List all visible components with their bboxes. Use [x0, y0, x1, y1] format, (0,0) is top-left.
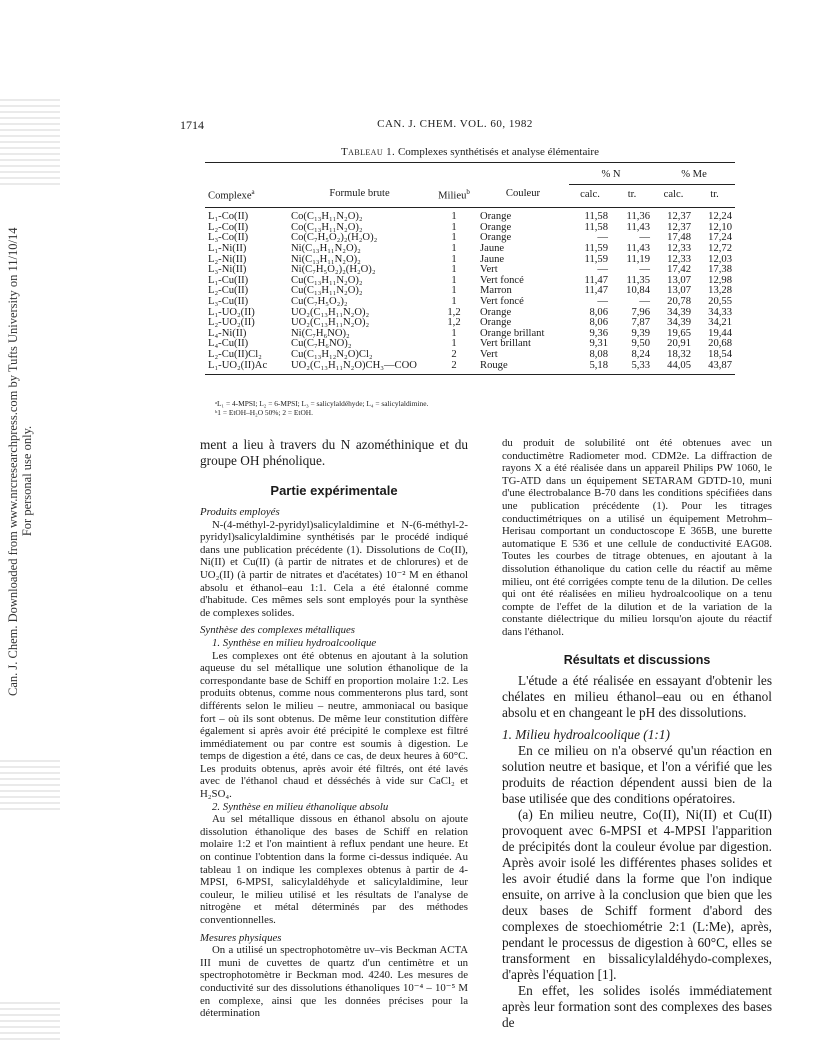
- subheading-produits: Produits employés: [200, 506, 280, 518]
- paragraph-synthese-1: Les complexes ont été obtenus en ajoutant à la solution aqueuse du sel métallique une solution éthanolique de la correspondante base de Schiff en proportion molaire 1:2. Les produits obtenus, comme nous commenterons plus tard, sont différents selon le milieu – neutre, ammoniacal ou basique fort – où ils sont obtenus. De même leur constitution diffère également si après avoir été précipité le complexe est filtré immédiatement ou par contre est soumis à digestion. Le temps de digestion a été, dans ce cas, de deux heures à 60°C. Les produits obtenus, après avoir été filtrés, ont été lavés avec de l'éthanol chaud et désséchés à vide sur CaCl₂ et H₂SO₄.: [200, 649, 468, 801]
- cell-couleur: Vert: [480, 348, 498, 360]
- cell-complexe: L₁-Co(II): [208, 211, 249, 223]
- cell-couleur: Orange: [480, 317, 512, 329]
- cell-me-calc: 34,39: [667, 317, 691, 329]
- cell-formule: UO₂(C₁₃H₁₁N₂O)₂: [291, 306, 370, 318]
- cell-couleur: Vert brillant: [480, 338, 531, 350]
- cell-couleur: Vert: [480, 264, 498, 276]
- cell-milieu: 1: [451, 211, 457, 223]
- right-column: [502, 437, 772, 1031]
- cell-formule: Co(C₁₃H₁₁N₂O)₂: [291, 221, 363, 233]
- cell-couleur: Jaune: [480, 243, 505, 254]
- cell-me-tr: 20,68: [708, 338, 732, 350]
- subheading-synthese-1: 1. Synthèse en milieu hydroalcoolique: [212, 636, 377, 649]
- table-row: [205, 233, 735, 244]
- cell-me-calc: 13,07: [667, 274, 691, 286]
- cell-me-tr: 13,28: [708, 285, 732, 297]
- cell-n-calc: —: [597, 232, 608, 244]
- cell-couleur: Marron: [480, 285, 512, 297]
- cell-n-calc: 11,59: [584, 253, 608, 265]
- scan-artifact: [0, 95, 60, 185]
- col-header-milieu: Milieu$^b$: [438, 188, 470, 202]
- page-number: 1714: [180, 118, 204, 132]
- cell-me-tr: 18,54: [708, 348, 732, 360]
- cell-milieu: 1: [451, 243, 457, 254]
- cell-me-calc: 12,37: [667, 211, 691, 223]
- cell-milieu: 1: [451, 264, 457, 276]
- cell-couleur: Orange: [480, 221, 512, 233]
- table-row: [205, 265, 735, 276]
- cell-milieu: 1: [451, 274, 457, 286]
- cell-complexe: L₃-Ni(II): [208, 264, 247, 276]
- cell-couleur: Orange: [480, 211, 512, 223]
- journal-citation: CAN. J. CHEM. VOL. 60, 1982: [377, 118, 533, 130]
- cell-me-calc: 12,33: [667, 253, 691, 265]
- table-row: [205, 276, 735, 287]
- cell-n-calc: 5,18: [589, 359, 608, 371]
- footnote-a: ᵃL₁ = 4-MPSI; L₂ = 6-MPSI; L₃ = salicylaldéhyde; L₄ = salicylaldimine.: [215, 399, 429, 408]
- table-row: [205, 318, 735, 329]
- cell-n-tr: 5,33: [631, 359, 650, 371]
- cell-formule: Cu(C₇H₅O₂)₂: [291, 295, 348, 307]
- download-notice: [6, 227, 34, 696]
- cell-n-tr: 9,39: [631, 327, 650, 339]
- table-row: [205, 223, 735, 234]
- cell-complexe: L₁-Cu(II): [208, 274, 249, 286]
- paragraph-mesures-continued: du produit de solubilité ont été obtenues avec un conductimètre Radiometer mod. CDM2e. La diffraction de rayons X a été réalisée dans un appareil Philips PW 1060, le TG-ATD dans un équipement SETARAM GDTD-10, muni d'une électrobalance B-70 dans les conditions spécifiées dans une publication précédente (1). Pour les titrages conductimétriques on a utilisé un équipement Metrohm–Herisau comportant un conductoscope E 365B, une burette automatique E 536 et une cellule de conductivité EAG08. Toutes les courbes de titrage obtenues, en ajoutant à la dissolution éthanolique du cation celle du réactif au même milieu, ont été corrigées compte tenu de la dilution. De celles qui ont été réalisées en milieu hydroalcoolique on a tenu compte de l'effet de la dilution et de la variation de la constante diélectrique du milieu lorsqu'on ajoute du réactif dans l'éthanol.: [502, 437, 772, 638]
- cell-me-tr: 12,24: [708, 211, 732, 223]
- cell-me-tr: 12,03: [708, 253, 732, 265]
- paragraph-hydro-3: En effet, les solides isolés immédiatement après leur formation sont des complexes des bases de: [502, 982, 772, 1030]
- cell-n-calc: 11,59: [584, 243, 608, 254]
- cell-n-tr: —: [639, 232, 650, 244]
- cell-formule: Co(C₇H₅O₂)₂(H₂O)₂: [291, 232, 378, 244]
- cell-complexe: L₂-UO₂(II): [208, 317, 255, 329]
- cell-couleur: Vert foncé: [480, 295, 524, 307]
- cell-n-tr: 11,19: [626, 253, 650, 265]
- cell-formule: Ni(C₁₃H₁₁N₂O)₂: [291, 243, 361, 254]
- cell-complexe: L₁-UO₂(II)Ac: [208, 359, 268, 371]
- subheading-mesures: Mesures physiques: [200, 931, 282, 944]
- group-header-n: % N: [569, 163, 653, 185]
- cell-complexe: L₄-Cu(II): [208, 338, 249, 350]
- cell-formule: Cu(C₁₃H₁₁N₂O)₂: [291, 274, 363, 286]
- download-notice-line2: For personal use only.: [20, 425, 34, 537]
- cell-formule: Ni(C₇H₅O₂)₂(H₂O)₂: [291, 264, 376, 276]
- paragraph-results-intro: L'étude a été réalisée en essayant d'obtenir les chélates en milieu éthanol–eau ou en éthanol absolu et en changeant le pH des dissolutions.: [502, 672, 772, 720]
- cell-n-calc: 11,47: [584, 285, 608, 297]
- cell-couleur: Rouge: [480, 359, 508, 371]
- cell-formule: UO₂(C₁₃H₁₁N₂O)₂: [291, 317, 370, 329]
- cell-milieu: 1: [451, 253, 457, 265]
- paragraph-synthese-2: Au sel métallique dissous en éthanol absolu on ajoute dissolution éthanolique des bases de Schiff en relation molaire 1:2 et l'on maintient à reflux pendant une heure. Et on continue l'obtention dans la forme ci-dessus indiquée. Au tableau 1 on indique les complexes obtenus à partir de 4-MPSI, 6-MPSI, salicylaldéhyde et salicylaldimine, leur couleur, le milieu utilisé et les résultats de l'analyse de nitrogène et métal déterminés par des méthodes conventionnelles.: [200, 813, 468, 926]
- cell-milieu: 1: [451, 327, 457, 339]
- cell-milieu: 1: [451, 285, 457, 297]
- download-notice-line1: Can. J. Chem. Downloaded from www.nrcresearchpress.com by Tufts University on 11/10/14: [6, 227, 20, 696]
- table-title: Complexes synthétisés et analyse élémentaire: [397, 146, 599, 158]
- cell-n-tr: 11,36: [626, 211, 650, 223]
- paragraph-hydro-2: (a) En milieu neutre, Co(II), Ni(II) et Cu(II) provoquent avec 6-MPSI et 4-MPSI l'apparition de précipités dont la couleur évolue par digestion. Après avoir isolé les différentes phases solides et les avoir étudié dans la forme que l'on indique ensuite, on arrive à la conclusion que bien que les deux bases de Schiff forment d'abord des complexes de stoechiométrie 2:1 (L:Me), après, pendant le processus de digestion à 60°C, elles se transforment en bissalicylaldéhydo-complexes, d'après l'équation [1].: [502, 806, 772, 982]
- cell-n-tr: 7,87: [631, 317, 650, 329]
- cell-me-calc: 19,65: [667, 327, 691, 339]
- cell-me-calc: 17,48: [667, 232, 691, 244]
- table-row: [205, 350, 735, 361]
- cell-me-calc: 20,91: [667, 338, 691, 350]
- section-heading-experimental: Partie expérimentale: [270, 483, 398, 498]
- cell-n-tr: 11,43: [626, 243, 650, 254]
- group-header-me: % Me: [653, 163, 735, 185]
- cell-n-calc: 11,47: [584, 274, 608, 286]
- table-footnotes: [215, 400, 428, 417]
- cell-me-tr: 43,87: [708, 359, 732, 371]
- cell-me-calc: 17,42: [667, 264, 691, 276]
- table-body: [205, 208, 735, 375]
- cell-complexe: L₃-Cu(II): [208, 295, 249, 307]
- col-header-complexe: Complexe$^a$: [208, 188, 255, 202]
- cell-n-tr: 9,50: [631, 338, 650, 350]
- cell-me-calc: 12,33: [667, 243, 691, 254]
- cell-me-tr: 20,55: [708, 295, 732, 307]
- intro-continued: ment a lieu à travers du N azométhinique et du groupe OH phénolique.: [200, 437, 468, 468]
- paragraph-produits: N-(4-méthyl-2-pyridyl)salicylaldimine et N-(6-méthyl-2-pyridyl)salicylaldimine synthétisés par le procédé indiqué dans une publication précédente (1). Dissolutions de Co(II), Ni(II) et Cu(II) (à partir de nitrates et de chlorures) et de UO₂(II) (à partir de nitrates et d'acétates) 10⁻² M en éthanol absolu et éthanol–eau 1:1. Cela a été étalonné comme d'habitude. Ces mêmes sels sont employés pour la synthèse de complexes solides.: [200, 518, 468, 619]
- col-header-me-calc: calc.: [663, 188, 684, 200]
- paragraph-mesures: On a utilisé un spectrophotomètre uv–vis Beckman ACTA III muni de cuvettes de quartz d'un centimètre et un spectrophotomètre ir Beckman mod. 4240. Les mesures de conductivité sur des dissolutions éthanoliques 10⁻⁴ – 10⁻⁵ M en complexe, ainsi que les données précises pour la détermination: [200, 944, 468, 1020]
- cell-n-calc: 8,06: [589, 306, 608, 318]
- cell-me-tr: 34,21: [708, 317, 732, 329]
- table-row: [205, 329, 735, 340]
- cell-complexe: L₂-Co(II): [208, 221, 249, 233]
- left-column: [200, 437, 468, 1020]
- table-label: Tableau 1.: [341, 146, 396, 158]
- table-row: [205, 255, 735, 266]
- cell-n-calc: 11,58: [584, 211, 608, 223]
- subheading-synthese-2: 2. Synthèse en milieu éthanolique absolu: [212, 800, 389, 813]
- subheading-synthese: Synthèse des complexes métalliques: [200, 624, 356, 637]
- cell-couleur: Vert foncé: [480, 274, 524, 286]
- cell-formule: Ni(C₁₃H₁₁N₂O)₂: [291, 253, 361, 265]
- cell-milieu: 1,2: [447, 306, 461, 318]
- cell-formule: Co(C₁₃H₁₁N₂O)₂: [291, 211, 363, 223]
- cell-me-tr: 17,24: [708, 232, 732, 244]
- subheading-hydroalcoolique: 1. Milieu hydroalcoolique (1:1): [502, 726, 670, 742]
- col-header-couleur: Couleur: [505, 188, 541, 200]
- cell-me-calc: 12,37: [667, 221, 691, 233]
- scan-artifact: [0, 760, 60, 810]
- cell-me-tr: 17,38: [708, 264, 732, 276]
- cell-milieu: 1: [451, 221, 457, 233]
- cell-n-tr: 10,84: [626, 285, 650, 297]
- cell-me-tr: 12,72: [708, 243, 732, 254]
- cell-formule: Cu(C₇H₆NO)₂: [291, 338, 352, 350]
- cell-me-calc: 13,07: [667, 285, 691, 297]
- table-row: [205, 361, 735, 375]
- cell-n-calc: —: [597, 264, 608, 276]
- cell-complexe: L₁-UO₂(II): [208, 306, 255, 318]
- cell-formule: Cu(C₁₃H₁₁N₂O)₂: [291, 285, 363, 297]
- cell-complexe: L₂-Cu(II)Cl₂: [208, 348, 262, 360]
- cell-couleur: Orange: [480, 306, 512, 318]
- cell-milieu: 1: [451, 338, 457, 350]
- cell-n-calc: 11,58: [584, 221, 608, 233]
- cell-complexe: L₂-Cu(II): [208, 285, 249, 297]
- table-row: [205, 339, 735, 350]
- table-row: [205, 297, 735, 308]
- cell-couleur: Orange brillant: [480, 327, 545, 339]
- cell-n-tr: —: [639, 264, 650, 276]
- col-header-n-calc: calc.: [580, 188, 600, 200]
- table-row: [205, 244, 735, 255]
- cell-formule: Cu(C₁₃H₁₂N₂O)Cl₂: [291, 348, 373, 360]
- cell-complexe: L₁-Ni(II): [208, 243, 247, 254]
- running-header: [180, 118, 730, 134]
- cell-n-calc: —: [597, 295, 608, 307]
- cell-n-calc: 9,31: [589, 338, 608, 350]
- cell-n-tr: 11,43: [626, 221, 650, 233]
- table-caption: [205, 146, 735, 158]
- cell-milieu: 1,2: [447, 317, 461, 329]
- cell-me-calc: 44,05: [667, 359, 691, 371]
- composition-table: [205, 162, 735, 375]
- cell-me-calc: 20,78: [667, 295, 691, 307]
- cell-complexe: L₃-Co(II): [208, 232, 249, 244]
- cell-n-calc: 8,06: [589, 317, 608, 329]
- cell-formule: UO₂(C₁₃H₁₁N₂O)CH₃—COO: [291, 359, 417, 371]
- cell-me-calc: 34,39: [667, 306, 691, 318]
- col-header-n-tr: tr.: [627, 188, 637, 200]
- cell-n-tr: 11,35: [626, 274, 650, 286]
- table-row: [205, 308, 735, 319]
- col-header-me-tr: tr.: [710, 188, 719, 200]
- table-row: [205, 208, 735, 223]
- footnote-b: ᵇ1 = EtOH–H₂O 50%; 2 = EtOH.: [215, 407, 313, 417]
- section-heading-results: Résultats et discussions: [563, 652, 711, 667]
- cell-milieu: 2: [451, 359, 457, 371]
- cell-couleur: Orange: [480, 232, 512, 244]
- cell-n-calc: 8,08: [589, 348, 608, 360]
- cell-n-tr: —: [639, 295, 650, 307]
- paragraph-hydro-1: En ce milieu on n'a observé qu'un réaction en solution neutre et basique, et l'on a vérifié que les produits de réaction dépendent aussi bien de la base utilisée que des conditions opératoires.: [502, 742, 772, 806]
- table-row: [205, 286, 735, 297]
- cell-me-tr: 12,98: [708, 274, 732, 286]
- cell-me-tr: 34,33: [708, 306, 732, 318]
- cell-n-tr: 8,24: [631, 348, 650, 360]
- cell-me-calc: 18,32: [667, 348, 691, 360]
- cell-complexe: L₄-Ni(II): [208, 327, 247, 339]
- cell-formule: Ni(C₇H₆NO)₂: [291, 327, 350, 339]
- cell-couleur: Jaune: [480, 253, 505, 265]
- col-header-formule: Formule brute: [329, 188, 390, 200]
- cell-complexe: L₂-Ni(II): [208, 253, 247, 265]
- cell-milieu: 1: [451, 232, 457, 244]
- cell-me-tr: 12,10: [708, 221, 732, 233]
- cell-milieu: 2: [451, 348, 457, 360]
- cell-n-calc: 9,36: [589, 327, 608, 339]
- cell-me-tr: 19,44: [708, 327, 732, 339]
- scan-artifact: [0, 1000, 60, 1040]
- cell-milieu: 1: [451, 295, 457, 307]
- cell-n-tr: 7,96: [631, 306, 650, 318]
